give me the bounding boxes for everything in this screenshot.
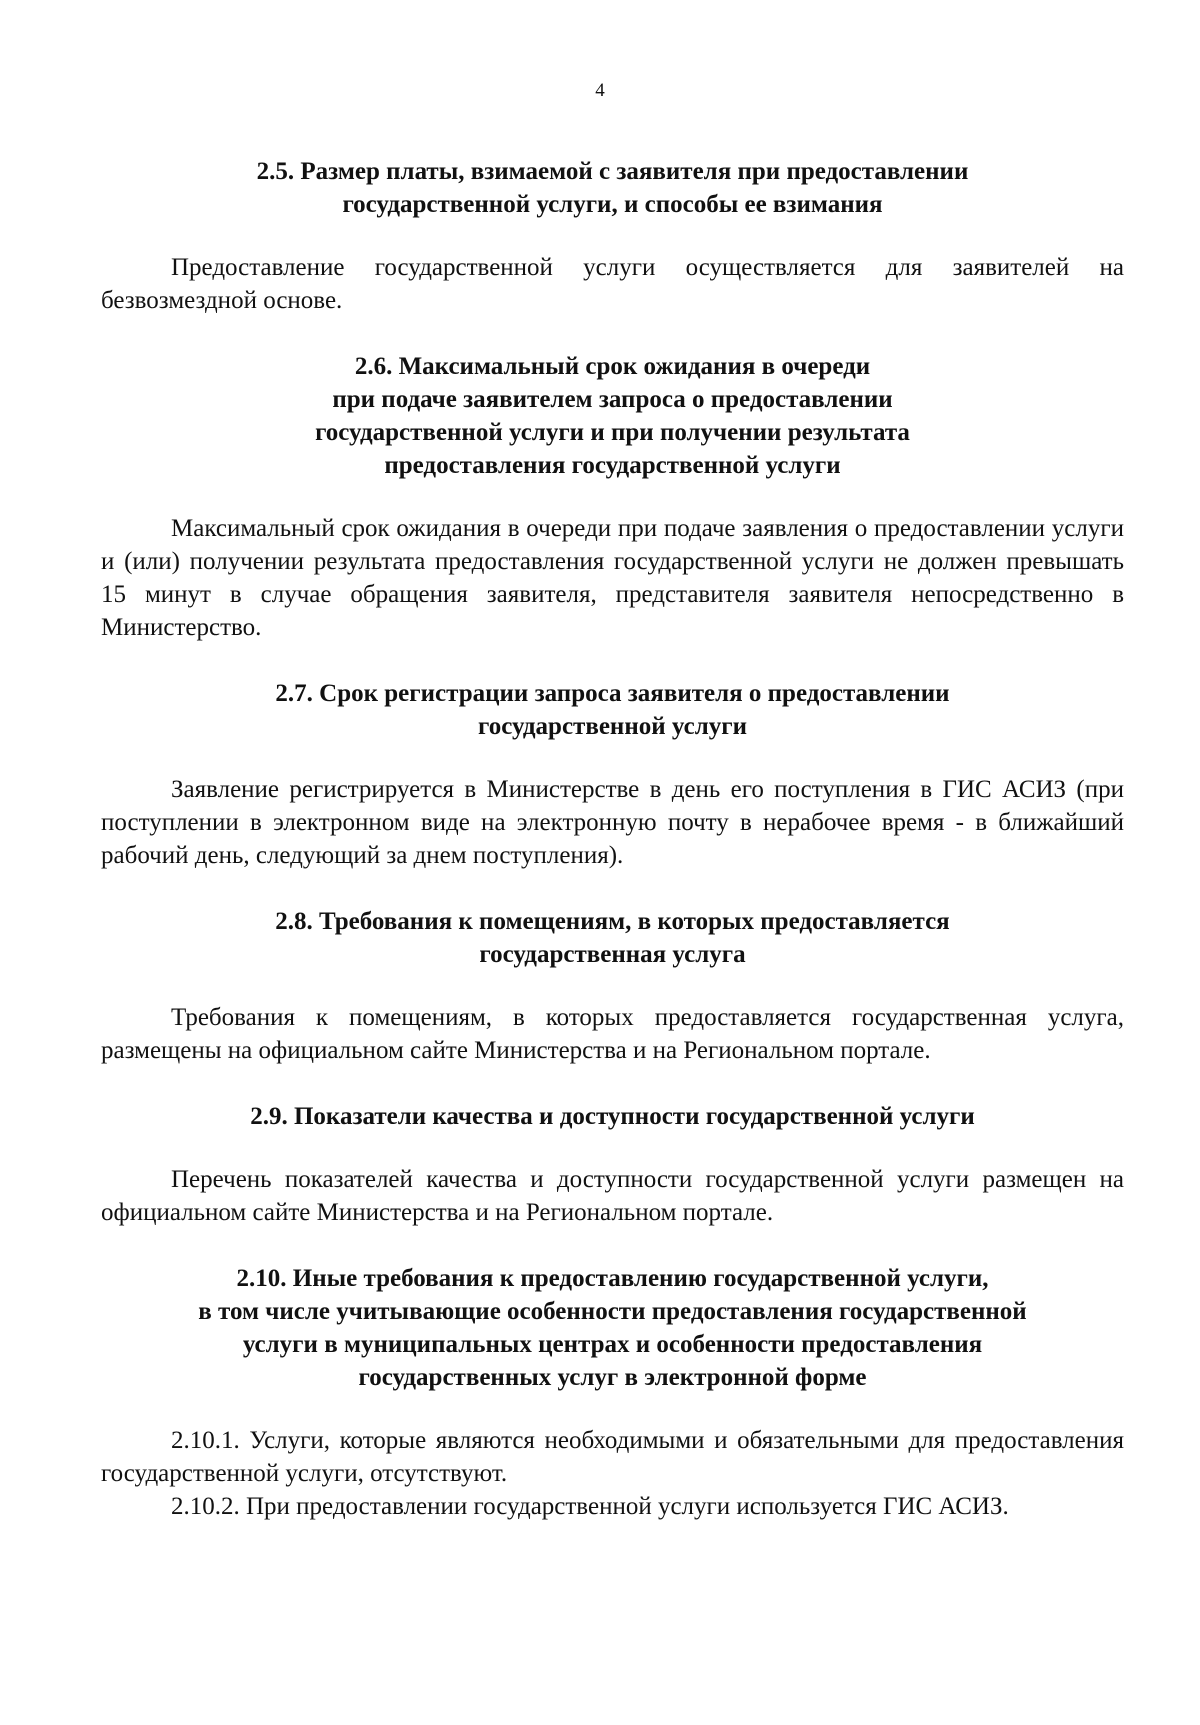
section-2-6-heading — [101, 350, 1124, 482]
heading-line: государственной услуги и при получении результата — [315, 419, 910, 446]
section-2-8 — [101, 905, 1124, 1067]
section-2-6 — [101, 350, 1124, 644]
section-2-10-heading — [101, 1262, 1124, 1394]
heading-line: 2.9. Показатели качества и доступности государственной услуги — [250, 1103, 975, 1130]
heading-line: в том числе учитывающие особенности предоставления государственной — [198, 1298, 1027, 1325]
section-2-9-heading — [101, 1100, 1124, 1133]
heading-line: при подаче заявителем запроса о предоставлении — [332, 386, 893, 413]
section-2-7 — [101, 677, 1124, 872]
paragraph: 2.10.1. Услуги, которые являются необходимыми и обязательными для предоставления государственной услуги, отсутствуют. — [101, 1427, 1124, 1487]
heading-line: услуги в муниципальных центрах и особенности предоставления — [242, 1331, 983, 1358]
section-2-8-heading — [101, 905, 1124, 971]
heading-line: предоставления государственной услуги — [384, 452, 841, 479]
paragraph: Заявление регистрируется в Министерстве в день его поступления в ГИС АСИЗ (при поступлении в электронном виде на электронную почту в нерабочее время - в ближайший рабочий день, следующий за днем поступления). — [101, 776, 1124, 869]
paragraph: Предоставление государственной услуги осуществляется для заявителей на безвозмездной основе. — [101, 254, 1124, 314]
heading-line: 2.6. Максимальный срок ожидания в очереди — [354, 353, 871, 380]
heading-line: государственной услуги — [477, 713, 748, 740]
paragraph: Требования к помещениям, в которых предоставляется государственная услуга, размещены на официальном сайте Министерства и на Региональном портале. — [101, 1004, 1124, 1064]
heading-line: государственная услуга — [479, 941, 746, 968]
section-2-7-heading — [101, 677, 1124, 743]
section-2-9 — [101, 1100, 1124, 1229]
page-number: 4 — [595, 80, 605, 101]
heading-line: 2.10. Иные требования к предоставлению государственной услуги, — [236, 1265, 989, 1292]
section-2-5-heading — [101, 155, 1124, 221]
section-2-10 — [101, 1262, 1124, 1523]
heading-line: государственных услуг в электронной форме — [358, 1364, 867, 1391]
heading-line: 2.5. Размер платы, взимаемой с заявителя при предоставлении — [256, 158, 969, 185]
document-content — [101, 155, 1124, 1523]
heading-line: государственной услуги, и способы ее взимания — [342, 191, 883, 218]
paragraph: 2.10.2. При предоставлении государственной услуги используется ГИС АСИЗ. — [171, 1493, 1009, 1520]
heading-line: 2.7. Срок регистрации запроса заявителя о предоставлении — [275, 680, 950, 707]
paragraph: Максимальный срок ожидания в очереди при подаче заявления о предоставлении услуги и (или) получении результата предоставления государственной услуги не должен превышать 15 минут в случае обращения заявителя, представителя заявителя непосредственно в Министерство. — [101, 515, 1124, 641]
heading-line: 2.8. Требования к помещениям, в которых предоставляется — [275, 908, 950, 935]
paragraph: Перечень показателей качества и доступности государственной услуги размещен на официальном сайте Министерства и на Региональном портале. — [101, 1166, 1124, 1226]
section-2-5 — [101, 155, 1124, 317]
